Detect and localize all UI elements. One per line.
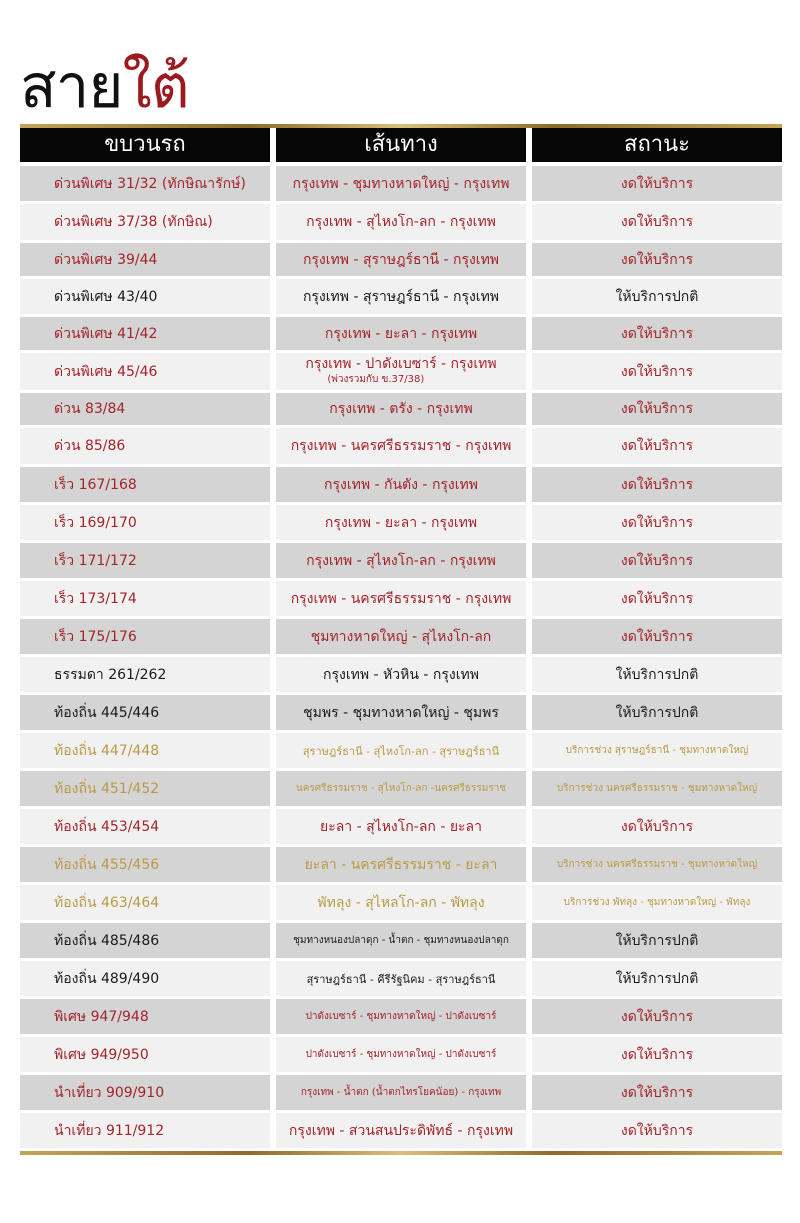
table-row	[20, 204, 782, 240]
status-cell: งดให้บริการ	[532, 505, 782, 540]
route-cell: ชุมทางหาดใหญ่ - สุไหงโก-ลก	[276, 619, 526, 654]
train-cell: ด่วน 83/84	[20, 393, 270, 425]
status-cell: งดให้บริการ	[532, 166, 782, 201]
route-cell: ปาดังเบซาร์ - ชุมทางหาดใหญ่ - ปาดังเบซาร์	[276, 1037, 526, 1072]
table-row	[20, 393, 782, 425]
train-cell: ด่วนพิเศษ 39/44	[20, 243, 270, 276]
table-row	[20, 619, 782, 654]
table-row	[20, 809, 782, 844]
train-cell: เร็ว 167/168	[20, 467, 270, 502]
route-cell: กรุงเทพ - ตรัง - กรุงเทพ	[276, 393, 526, 425]
route-cell: กรุงเทพ - ยะลา - กรุงเทพ	[276, 505, 526, 540]
route-cell: กรุงเทพ - สวนสนประดิพัทธ์ - กรุงเทพ	[276, 1113, 526, 1148]
page-title	[20, 52, 189, 122]
route-cell: กรุงเทพ - สุไหงโก-ลก - กรุงเทพ	[276, 543, 526, 578]
status-cell: งดให้บริการ	[532, 1075, 782, 1110]
status-cell: งดให้บริการ	[532, 353, 782, 390]
header-train: ขบวนรถ	[20, 128, 270, 162]
route-cell: กรุงเทพ - น้ำตก (น้ำตกไทรโยคน้อย) - กรุงเทพ	[276, 1075, 526, 1110]
status-cell: งดให้บริการ	[532, 543, 782, 578]
status-cell: ให้บริการปกติ	[532, 923, 782, 958]
status-cell: งดให้บริการ	[532, 581, 782, 616]
title-part-1: สาย	[20, 52, 123, 122]
status-cell: งดให้บริการ	[532, 393, 782, 425]
table-row	[20, 771, 782, 806]
route-cell: นครศรีธรรมราช - สุไหงโก-ลก -นครศรีธรรมราช	[276, 771, 526, 806]
train-cell: ท้องถิ่น 453/454	[20, 809, 270, 844]
status-cell: ให้บริการปกติ	[532, 961, 782, 996]
gold-divider-bottom	[20, 1151, 782, 1155]
route-cell: ยะลา - สุไหงโก-ลก - ยะลา	[276, 809, 526, 844]
status-cell: งดให้บริการ	[532, 619, 782, 654]
train-cell: ด่วนพิเศษ 45/46	[20, 353, 270, 390]
header-route: เส้นทาง	[276, 128, 526, 162]
table-row	[20, 279, 782, 314]
header-status: สถานะ	[532, 128, 782, 162]
train-cell: เร็ว 173/174	[20, 581, 270, 616]
train-cell: เร็ว 171/172	[20, 543, 270, 578]
status-cell: งดให้บริการ	[532, 243, 782, 276]
train-cell: ท้องถิ่น 447/448	[20, 733, 270, 768]
train-status-table	[20, 124, 782, 1155]
table-header	[20, 128, 782, 162]
status-cell: บริการช่วง นครศรีธรรมราช - ชุมทางหาดใหญ่	[532, 847, 782, 882]
route-cell: กรุงเทพ - ยะลา - กรุงเทพ	[276, 317, 526, 350]
train-cell: เร็ว 175/176	[20, 619, 270, 654]
route-cell: สุราษฎร์ธานี - สุไหงโก-ลก - สุราษฎร์ธานี	[276, 733, 526, 768]
status-cell: งดให้บริการ	[532, 204, 782, 240]
route-cell: กรุงเทพ - สุราษฎร์ธานี - กรุงเทพ	[276, 279, 526, 314]
route-note: (พ่วงรวมกับ ข.37/38)	[327, 373, 425, 385]
route-cell: กรุงเทพ - กันตัง - กรุงเทพ	[276, 467, 526, 502]
status-cell: บริการช่วง พัทลุง - ชุมทางหาดใหญ่ - พัทลุง	[532, 885, 782, 920]
status-cell: งดให้บริการ	[532, 1037, 782, 1072]
route-text: กรุงเทพ - ปาดังเบซาร์ - กรุงเทพ	[305, 355, 497, 372]
train-cell: ท้องถิ่น 451/452	[20, 771, 270, 806]
train-cell: นำเที่ยว 911/912	[20, 1113, 270, 1148]
table-row	[20, 885, 782, 920]
table-row	[20, 467, 782, 502]
route-with-note	[305, 357, 496, 387]
route-cell: พัทลุง - สุไหลโก-ลก - พัทลุง	[276, 885, 526, 920]
table-row	[20, 695, 782, 730]
train-cell: ท้องถิ่น 445/446	[20, 695, 270, 730]
train-cell: ด่วนพิเศษ 31/32 (ทักษิณารักษ์)	[20, 166, 270, 201]
train-cell: ด่วนพิเศษ 43/40	[20, 279, 270, 314]
route-cell: กรุงเทพ - นครศรีธรรมราช - กรุงเทพ	[276, 581, 526, 616]
train-cell: ด่วนพิเศษ 37/38 (ทักษิณ)	[20, 204, 270, 240]
table-row	[20, 1075, 782, 1110]
status-cell: งดให้บริการ	[532, 428, 782, 464]
status-cell: ให้บริการปกติ	[532, 279, 782, 314]
table-row	[20, 961, 782, 996]
table-body	[20, 166, 782, 1148]
table-row	[20, 428, 782, 464]
train-cell: ท้องถิ่น 489/490	[20, 961, 270, 996]
train-cell: ท้องถิ่น 463/464	[20, 885, 270, 920]
status-cell: ให้บริการปกติ	[532, 695, 782, 730]
table-row	[20, 317, 782, 350]
title-part-2: ใต้	[122, 52, 189, 122]
table-row	[20, 505, 782, 540]
table-row	[20, 166, 782, 201]
train-cell: นำเที่ยว 909/910	[20, 1075, 270, 1110]
train-cell: เร็ว 169/170	[20, 505, 270, 540]
route-cell: ยะลา - นครศรีธรรมราช - ยะลา	[276, 847, 526, 882]
table-row	[20, 1113, 782, 1148]
route-cell: กรุงเทพ - สุราษฎร์ธานี - กรุงเทพ	[276, 243, 526, 276]
train-cell: ด่วนพิเศษ 41/42	[20, 317, 270, 350]
route-cell: สุราษฎร์ธานี - คีรีรัฐนิคม - สุราษฎร์ธานี	[276, 961, 526, 996]
train-cell: พิเศษ 947/948	[20, 999, 270, 1034]
route-cell: ชุมทางหนองปลาดุก - น้ำตก - ชุมทางหนองปลาดุก	[276, 923, 526, 958]
status-cell: งดให้บริการ	[532, 467, 782, 502]
status-cell: ให้บริการปกติ	[532, 657, 782, 692]
status-cell: งดให้บริการ	[532, 999, 782, 1034]
route-cell: กรุงเทพ - นครศรีธรรมราช - กรุงเทพ	[276, 428, 526, 464]
table-row	[20, 543, 782, 578]
table-row	[20, 243, 782, 276]
route-cell: กรุงเทพ - สุไหงโก-ลก - กรุงเทพ	[276, 204, 526, 240]
table-row	[20, 923, 782, 958]
status-cell: งดให้บริการ	[532, 1113, 782, 1148]
status-cell: งดให้บริการ	[532, 809, 782, 844]
route-cell	[276, 353, 526, 390]
train-cell: ด่วน 85/86	[20, 428, 270, 464]
train-cell: พิเศษ 949/950	[20, 1037, 270, 1072]
table-row	[20, 581, 782, 616]
table-row	[20, 1037, 782, 1072]
table-row	[20, 999, 782, 1034]
status-cell: บริการช่วง นครศรีธรรมราช - ชุมทางหาดใหญ่	[532, 771, 782, 806]
table-row	[20, 733, 782, 768]
route-cell: ปาดังเบซาร์ - ชุมทางหาดใหญ่ - ปาดังเบซาร์	[276, 999, 526, 1034]
table-row	[20, 657, 782, 692]
train-cell: ท้องถิ่น 485/486	[20, 923, 270, 958]
status-cell: งดให้บริการ	[532, 317, 782, 350]
status-cell: บริการช่วง สุราษฎร์ธานี - ชุมทางหาดใหญ่	[532, 733, 782, 768]
train-cell: ท้องถิ่น 455/456	[20, 847, 270, 882]
route-cell: กรุงเทพ - ชุมทางหาดใหญ่ - กรุงเทพ	[276, 166, 526, 201]
route-cell: ชุมพร - ชุมทางหาดใหญ่ - ชุมพร	[276, 695, 526, 730]
table-row	[20, 353, 782, 390]
table-row	[20, 847, 782, 882]
route-cell: กรุงเทพ - หัวหิน - กรุงเทพ	[276, 657, 526, 692]
train-cell: ธรรมดา 261/262	[20, 657, 270, 692]
